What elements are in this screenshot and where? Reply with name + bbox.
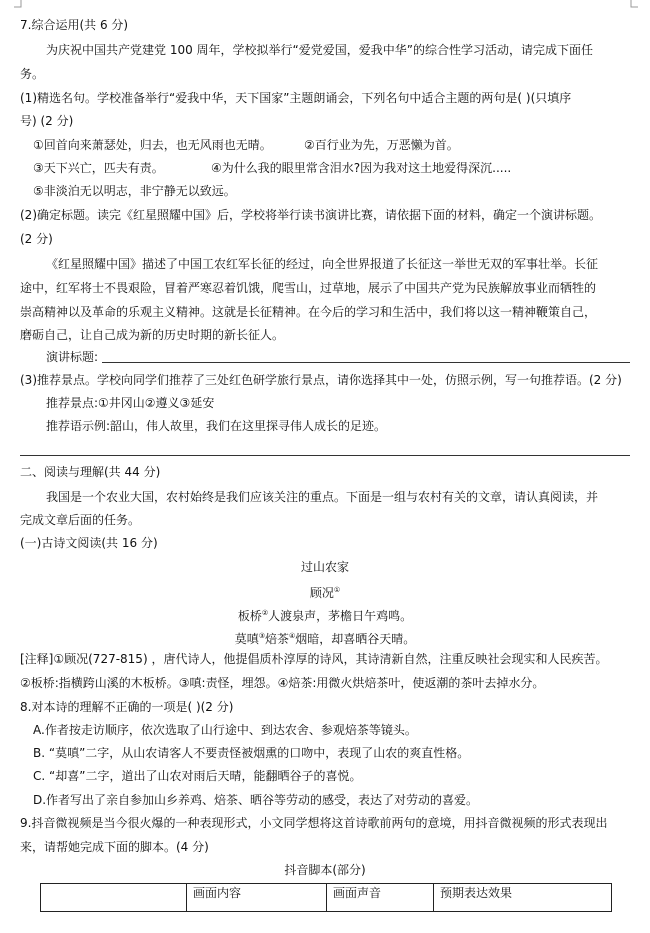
answer-line[interactable] bbox=[20, 455, 630, 456]
q7-part2-prompt: (2 分) bbox=[20, 232, 53, 246]
q7-intro-line: 务。 bbox=[20, 67, 45, 81]
q7-heading: 7.综合运用(共 6 分) bbox=[20, 18, 129, 32]
q7-part1-prompt: 号) (2 分) bbox=[20, 114, 74, 128]
table-header-cell: 画面内容 bbox=[187, 884, 327, 912]
part2-intro-line: 我国是一个农业大国，农村始终是我们应该关注的重点。下面是一组与农村有关的文章，请认真阅读，并 bbox=[46, 490, 599, 504]
speech-title-label: 演讲标题: bbox=[46, 350, 99, 364]
poem-title: 过山农家 bbox=[300, 560, 349, 574]
material-paragraph-line: 途中，红军将士不畏艰险，冒着严寒忍着饥饿，爬雪山，过草地，展示了中国共产党为民族解放事业而牺牲的 bbox=[20, 281, 597, 295]
answer-option: C. “却喜”二字，道出了山农对雨后天晴，能翻晒谷子的喜悦。 bbox=[33, 769, 362, 783]
answer-option: D.作者写出了亲自参加山乡养鸡、焙茶、晒谷等劳动的感受，表达了对劳动的喜爱。 bbox=[33, 793, 479, 807]
material-paragraph-line: 崇高精神以及革命的乐观主义精神。这就是长征精神。在今后的学习和生活中，我们将以这一精神鞭策自己， bbox=[20, 305, 597, 319]
poem-line: 板桥②人渡泉声，茅檐日午鸡鸣。 bbox=[237, 609, 413, 623]
crop-mark-icon bbox=[14, 0, 22, 8]
part2-heading: 二、阅读与理解(共 44 分) bbox=[20, 465, 161, 479]
table-header-cell: 画面声音 bbox=[327, 884, 434, 912]
part2-intro-line: 完成文章后面的任务。 bbox=[20, 513, 141, 527]
q7-part3-prompt: (3)推荐景点。学校向同学们推荐了三处红色研学旅行景点，请你选择其中一处，仿照示例，写一句推荐语。(2 分) bbox=[20, 373, 622, 387]
recommendation-example: 推荐语示例:韶山，伟人故里，我们在这里探寻伟人成长的足迹。 bbox=[46, 419, 387, 433]
q7-intro-line: 为庆祝中国共产党建党 100 周年，学校拟举行“爱党爱国，爱我中华”的综合性学习活动，请完成下面任 bbox=[46, 43, 593, 57]
crop-mark-icon bbox=[630, 0, 638, 8]
table-header-cell: 预期表达效果 bbox=[434, 884, 612, 912]
q7-part1-prompt: (1)精选名句。学校准备举行“爱我中华，天下国家”主题朗诵会，下列名句中适合主题的两句是( )(只填序 bbox=[20, 91, 572, 105]
quote-option: ①回首向来萧瑟处，归去，也无风雨也无晴。 bbox=[33, 138, 272, 152]
answer-option: B. “莫嗔”二字，从山农请客人不要责怪被烟熏的口吻中，表现了山农的爽直性格。 bbox=[33, 746, 470, 760]
quote-option: ③天下兴亡，匹夫有责。 bbox=[33, 161, 164, 175]
material-paragraph-line: 磨砺自己，让自己成为新的历史时期的新长征人。 bbox=[20, 328, 285, 342]
q8-stem: 8.对本诗的理解不正确的一项是( )(2 分) bbox=[20, 700, 234, 714]
quote-option: ②百行业为先，万恶懒为首。 bbox=[304, 138, 459, 152]
quote-option: ④为什么我的眼里常含泪水?因为我对这土地爱得深沉..... bbox=[211, 161, 512, 175]
q9-prompt: 9.抖音微视频是当今很火爆的一种表现形式，小文同学想将这首诗歌前两句的意境，用抖音微视频的形式表现出 bbox=[20, 816, 608, 830]
table-row bbox=[41, 884, 612, 912]
quote-option: ⑤非淡泊无以明志，非宁静无以致远。 bbox=[33, 184, 236, 198]
material-paragraph-line: 《红星照耀中国》描述了中国工农红军长征的经过，向全世界报道了长征这一举世无双的军事壮举。长征 bbox=[46, 257, 599, 271]
table-cell[interactable] bbox=[41, 884, 187, 912]
poem-line: 莫嗔③焙茶④烟暗，却喜晒谷天晴。 bbox=[234, 632, 416, 646]
poem-author: 顾况① bbox=[309, 586, 341, 600]
q9-prompt: 来，请帮她完成下面的脚本。(4 分) bbox=[20, 840, 209, 854]
poem-note: [注释]①顾况(727-815) ，唐代诗人，他提倡质朴淳厚的诗风，其诗清新自然，注重反映社会现实和人民疾苦。 bbox=[20, 652, 608, 666]
recommended-spots: 推荐景点:①井冈山②遵义③延安 bbox=[46, 396, 215, 410]
script-table-title: 抖音脚本(部分) bbox=[284, 863, 366, 877]
poem-note: ②板桥:指横跨山溪的木板桥。③嗔:责怪，埋怨。④焙茶:用微火烘焙茶叶，使返潮的茶叶去掉水分。 bbox=[20, 676, 545, 690]
speech-title-answer-line[interactable] bbox=[102, 362, 630, 363]
section-heading: (一)古诗文阅读(共 16 分) bbox=[20, 536, 158, 550]
answer-option: A.作者按走访顺序，依次选取了山行途中、到达农舍、参观焙茶等镜头。 bbox=[33, 723, 417, 737]
script-table bbox=[40, 883, 612, 912]
q7-part2-prompt: (2)确定标题。读完《红星照耀中国》后，学校将举行读书演讲比赛，请依据下面的材料，确定一个演讲标题。 bbox=[20, 208, 602, 222]
